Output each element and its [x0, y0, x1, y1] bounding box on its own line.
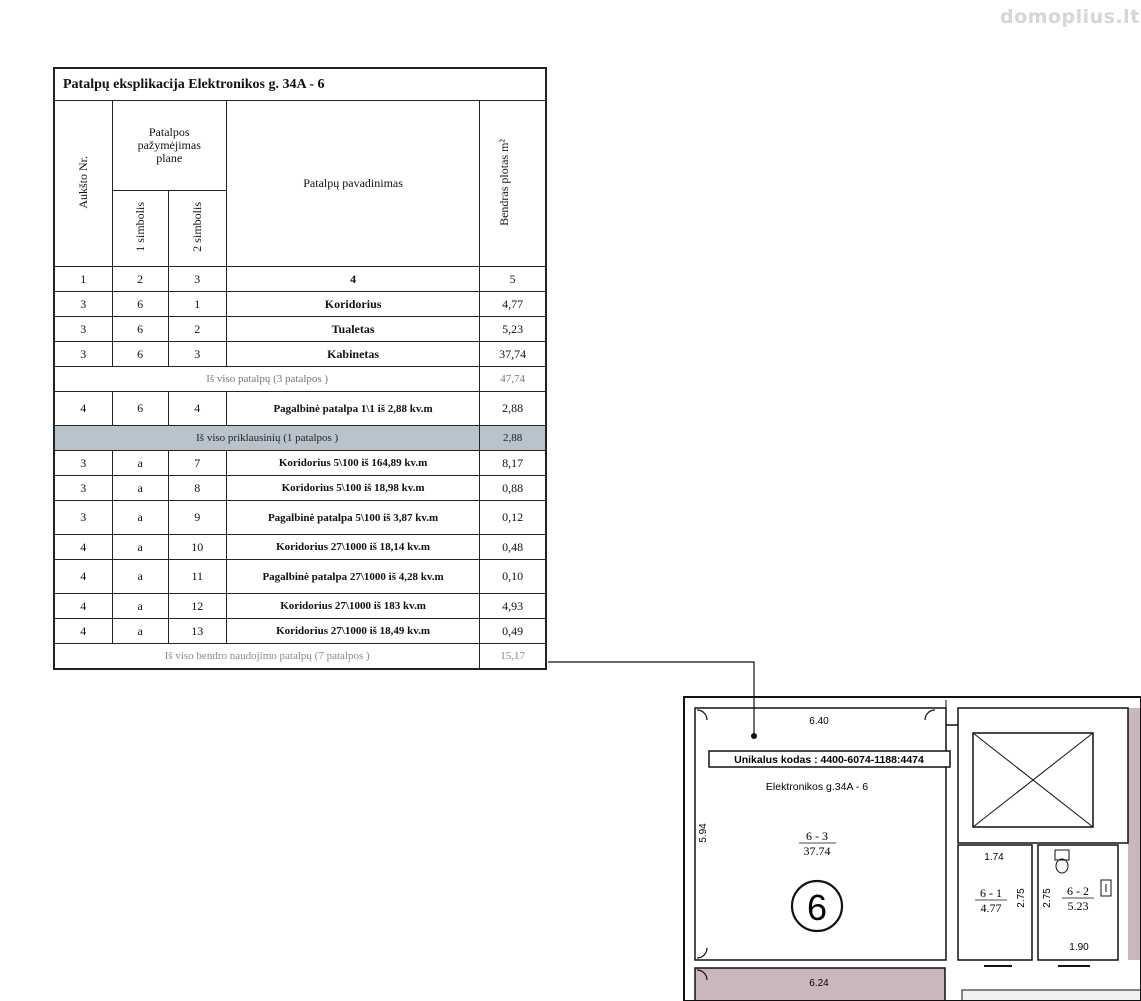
- room-3-area: 37.74: [803, 844, 831, 858]
- neighbor-area-bottom-right: [962, 990, 1141, 1001]
- table-row: 3 a 7 Koridorius 5\100 iš 164,89 kv.m 8,17: [54, 451, 546, 476]
- table-title: Patalpų eksplikacija Elektronikos g. 34A - 6: [54, 68, 546, 101]
- table-row: 3 a 8 Koridorius 5\100 iš 18,98 kv.m 0,88: [54, 476, 546, 501]
- dim-top: 6.40: [809, 716, 829, 727]
- table-row: 3 6 1 Koridorius 4,77: [54, 292, 546, 317]
- table-row: 4 a 11 Pagalbinė patalpa 27\1000 iš 4,28 kv.m 0,10: [54, 560, 546, 594]
- table-row: 4 a 13 Koridorius 27\1000 iš 18,49 kv.m 0,49: [54, 619, 546, 644]
- walls: [684, 697, 1141, 1001]
- dim-corridor-side: 2.75: [1016, 888, 1027, 908]
- total-aux-row: Iš viso priklausinių (1 patalpos ) 2,88: [54, 426, 546, 451]
- header-symbol2: 2 simbolis: [168, 190, 226, 266]
- explication-table: [53, 67, 547, 670]
- column-number-row: 1 2 3 4 5: [54, 267, 546, 292]
- table-row: 4 a 12 Koridorius 27\1000 iš 183 kv.m 4,93: [54, 594, 546, 619]
- table-row: 3 a 9 Pagalbinė patalpa 5\100 iš 3,87 kv.m 0,12: [54, 501, 546, 535]
- room-1-label: 6 - 1: [980, 886, 1002, 900]
- table-row: 4 a 10 Koridorius 27\1000 iš 18,14 kv.m 0,48: [54, 535, 546, 560]
- table-row: 4 6 4 Pagalbinė patalpa 1\1 iš 2,88 kv.m 2,88: [54, 392, 546, 426]
- room-3-label: 6 - 3: [806, 829, 828, 843]
- room-2-label: 6 - 2: [1067, 884, 1089, 898]
- total-common-row: Iš viso bendro naudojimo patalpų (7 patalpos ) 15,17: [54, 644, 546, 670]
- dim-wc-bottom: 1.90: [1069, 942, 1089, 953]
- dim-left: 5.94: [698, 823, 709, 843]
- room-2-area: 5.23: [1067, 899, 1089, 913]
- header-area: Bendras plotas m²: [480, 101, 546, 267]
- sink-icon: [1101, 880, 1111, 896]
- table-row: 3 6 3 Kabinetas 37,74: [54, 342, 546, 367]
- dim-wc-side: 2.75: [1042, 888, 1053, 908]
- header-name: Patalpų pavadinimas: [226, 101, 480, 267]
- dim-corridor-top: 1.74: [984, 852, 1004, 863]
- unique-code: Unikalus kodas : 4400-6074-1188:4474: [734, 754, 924, 766]
- leader-dot: [751, 733, 757, 739]
- neighbor-area-right: [1128, 708, 1141, 960]
- leader-line: [548, 662, 754, 736]
- table-row: 3 6 2 Tualetas 5,23: [54, 317, 546, 342]
- header-marking-group: Patalpos pažymėjimas plane: [112, 101, 226, 191]
- plan-address: Elektronikos g.34A - 6: [765, 781, 869, 793]
- header-symbol1: 1 simbolis: [112, 190, 168, 266]
- dim-bottom: 6.24: [809, 978, 829, 989]
- toilet-icon: [1055, 850, 1069, 873]
- unit-number: 6: [806, 887, 828, 928]
- room-1-area: 4.77: [980, 901, 1002, 915]
- total-main-row: Iš viso patalpų (3 patalpos ) 47,74: [54, 367, 546, 392]
- header-floor: Aukšto Nr.: [54, 101, 112, 267]
- watermark: domoplius.lt: [1000, 6, 1140, 28]
